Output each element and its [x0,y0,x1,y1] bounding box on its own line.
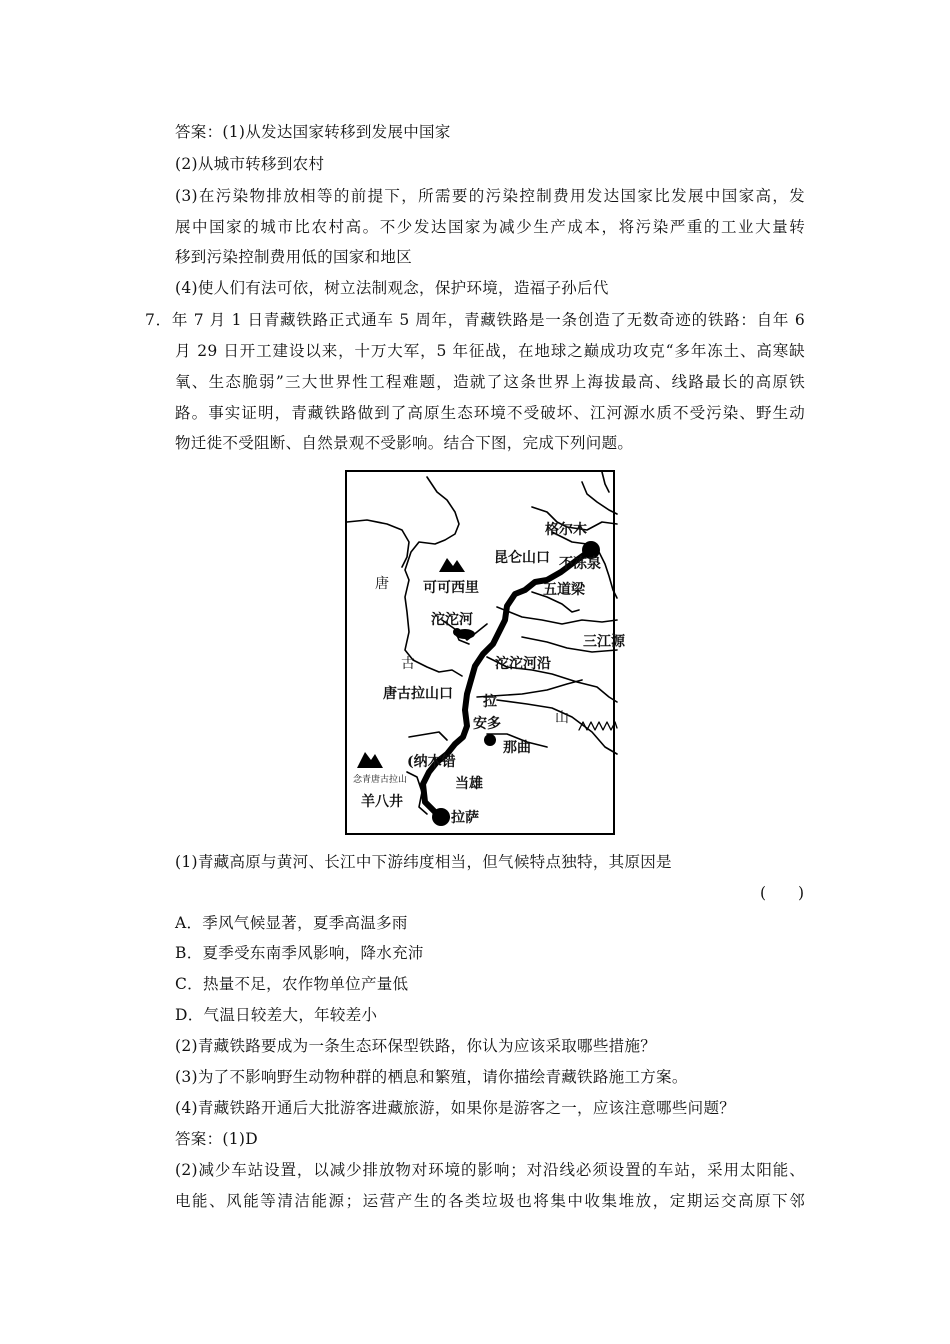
label-gu: 古 [401,656,415,672]
question7-line4: 路。事实证明，青藏铁路做到了高原生态环境不受破坏、江河源水质不受污染、野生动 [175,404,805,422]
question7-line5: 物迁徙不受阻断、自然景观不受影响。结合下图，完成下列问题。 [175,434,634,452]
answer6-line3a: (3)在污染物排放相等的前提下，所需要的污染控制费用发达国家比发展中国家高，发 [175,187,805,205]
answer-bracket: ( ) [760,884,805,902]
answer6-line1: 答案：(1)从发达国家转移到发展中国家 [175,123,451,141]
question7-line3: 氧、生态脆弱”三大世界性工程难题，造就了这条世界上海拔最高、线路最长的高原铁 [175,373,805,391]
answer7-line1: 答案：(1)D [175,1130,258,1148]
label-tuotuohe: 沱沱河 [431,612,473,628]
answer6-line3b: 展中国家的城市比农村高。不少发达国家为减少生产成本，将污染严重的工业大量转 [175,218,805,236]
label-sanjiangyuan: 三江源 [583,634,625,650]
option-d: D．气温日较差大，年较差小 [175,1006,378,1024]
label-la: 拉 [483,694,497,710]
label-shan: 山 [555,710,569,726]
answer6-line4: (4)使人们有法可依，树立法制观念，保护环境，造福子孙后代 [175,279,609,297]
subquestion3: (3)为了不影响野生动物种群的栖息和繁殖，请你描绘青藏铁路施工方案。 [175,1068,688,1086]
answer7-line2a: (2)减少车站设置，以减少排放物对环境的影响；对沿线必须设置的车站，采用太阳能、 [175,1161,805,1179]
subquestion4: (4)青藏铁路开通后大批游客进藏旅游，如果你是游客之一，应该注意哪些问题？ [175,1099,736,1117]
label-geermu: 格尔木 [545,522,587,538]
subquestion1-stem: (1)青藏高原与黄河、长江中下游纬度相当，但气候特点独特，其原因是 [175,853,672,871]
option-a: A．季风气候显著，夏季高温多雨 [175,914,408,932]
label-kekexili: 可可西里 [423,580,479,596]
label-dangxiong: 当雄 [455,776,483,792]
label-anduo: 安多 [473,716,501,732]
option-b: B．夏季受东南季风影响，降水充沛 [175,944,424,962]
question7-line2: 月 29 日开工建设以来，十万大军，5 年征战，在地球之巅成功攻克“多年冻土、高寒缺 [175,342,805,360]
label-yangbajing: 羊八井 [361,794,403,810]
label-kunlun-pass: 昆仑山口 [494,550,550,566]
label-tanggula-pass: 唐古拉山口 [383,686,453,702]
option-c: C．热量不足，农作物单位产量低 [175,975,409,993]
label-tang: 唐 [375,576,389,592]
qinghai-tibet-railway-map [345,470,625,835]
label-wudaoliang: 五道梁 [543,582,585,598]
subquestion2: (2)青藏铁路要成为一条生态环保型铁路，你认为应该采取哪些措施？ [175,1037,657,1055]
question7-line1: 7．年 7 月 1 日青藏铁路正式通车 5 周年，青藏铁路是一条创造了无数奇迹的铁路：自年 6 [145,311,805,329]
answer6-line2: (2)从城市转移到农村 [175,155,325,173]
label-budongquan: 不冻泉 [559,556,601,572]
answer6-line3c: 移到污染控制费用低的国家和地区 [175,248,413,266]
label-naqu: 那曲 [503,740,531,756]
label-lasa: 拉萨 [451,810,479,826]
label-nyenchen-tanglha: 念青唐古拉山 [353,775,408,785]
answer7-line2b: 电能、风能等清洁能源；运营产生的各类垃圾也将集中收集堆放，定期运交高原下邻 [175,1192,805,1210]
label-namucuo: (纳木错 [407,754,456,770]
label-tuotuoheyan: 沱沱河沿 [495,656,551,672]
